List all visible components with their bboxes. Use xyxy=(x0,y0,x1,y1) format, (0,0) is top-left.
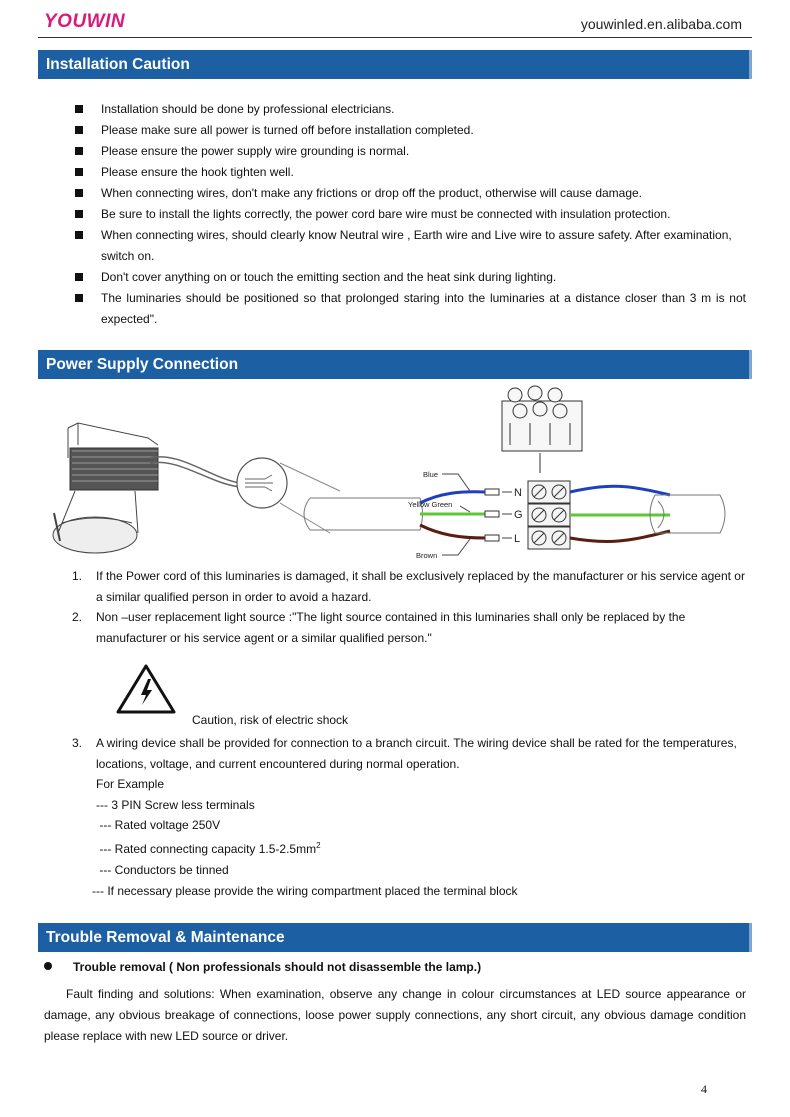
section-header-trouble: Trouble Removal & Maintenance xyxy=(38,923,752,952)
example-line: --- Conductors be tinned xyxy=(96,862,229,877)
item-text: Non –user replacement light source :"The light source contained in this luminaries shall only be replaced by the manufacturer or his service agent or a similar qualified person." xyxy=(96,610,686,645)
example-block xyxy=(92,774,518,901)
item-text: A wiring device shall be provided for connection to a branch circuit. The wiring device shall be rated for the temperatures, locations, voltage, and current encountered during normal operation. xyxy=(96,736,737,771)
list-item: Please ensure the power supply wire grounding is normal. xyxy=(74,141,746,162)
example-line: --- If necessary please provide the wiring compartment placed the terminal block xyxy=(92,883,518,898)
list-item: Installation should be done by professional electricians. xyxy=(74,99,746,120)
list-item xyxy=(72,566,748,607)
example-line: --- Rated voltage 250V xyxy=(96,818,221,833)
header-divider xyxy=(38,37,752,38)
terminal-g-label: G xyxy=(514,509,523,521)
terminal-block-top-view xyxy=(502,386,582,473)
list-item: When connecting wires, should clearly know Neutral wire , Earth wire and Live wire to assure safety. After examination, switch on. xyxy=(74,225,746,267)
item-number: 2. xyxy=(72,610,83,624)
electric-shock-warning-icon xyxy=(115,663,177,715)
list-item: Be sure to install the lights correctly, the power cord bare wire must be connected with insulation protection. xyxy=(74,204,746,225)
example-title: For Example xyxy=(96,777,165,791)
superscript: 2 xyxy=(316,841,321,851)
example-line: --- 3 PIN Screw less terminals xyxy=(96,797,255,812)
site-url: youwinled.en.alibaba.com xyxy=(580,16,742,32)
lamp-cable xyxy=(150,457,240,483)
example-line-text: --- Rated connecting capacity 1.5-2.5mm xyxy=(96,842,317,857)
installation-list xyxy=(74,99,746,330)
trouble-removal-title-text: Trouble removal ( Non professionals should not disassemble the lamp.) xyxy=(73,960,482,974)
list-item xyxy=(72,733,748,774)
list-item: Don't cover anything on or touch the emitting section and the heat sink during lighting. xyxy=(74,267,746,288)
list-item xyxy=(72,607,748,648)
section-header-power: Power Supply Connection xyxy=(38,350,752,379)
label-blue: Blue xyxy=(423,470,439,479)
item-number: 3. xyxy=(72,736,83,750)
power-list-continued xyxy=(72,733,748,774)
item-text: If the Power cord of this luminaries is damaged, it shall be exclusively replaced by the manufacturer or his service agent or a similar qualified person in order to avoid a hazard. xyxy=(96,569,745,604)
trouble-paragraph: Fault finding and solutions: When examination, observe any change in colour circumstances at LED source appearance or damage, any obvious breakage of connections, loose power supply connections, any short circuit, any obvious damage condition please replace with new LED source or driver. xyxy=(44,987,746,1043)
wiring-diagram xyxy=(40,383,750,566)
section-header-installation: Installation Caution xyxy=(38,50,752,79)
trouble-removal-title xyxy=(44,960,481,974)
brown-wire xyxy=(420,525,485,538)
power-list xyxy=(72,566,748,648)
label-brown: Brown xyxy=(416,551,438,560)
list-item: The luminaries should be positioned so that prolonged staring into the luminaries at a distance closer than 3 m is not expected". xyxy=(74,288,746,330)
terminal-l-label: L xyxy=(514,533,521,545)
list-item: When connecting wires, don't make any frictions or drop off the product, otherwise will cause damage. xyxy=(74,183,746,204)
list-item: Please ensure the hook tighten well. xyxy=(74,162,746,183)
caution-caption: Caution, risk of electric shock xyxy=(192,713,349,727)
brand-logo: YOUWIN xyxy=(44,11,126,32)
terminal-block xyxy=(528,481,570,549)
example-line xyxy=(96,836,518,860)
lamp-illustration xyxy=(53,423,158,553)
terminal-n-label: N xyxy=(514,487,522,499)
list-item: Please make sure all power is turned off before installation completed. xyxy=(74,120,746,141)
page-number: 4 xyxy=(701,1082,707,1096)
item-number: 1. xyxy=(72,569,83,583)
label-yellow-green: Yellow Green xyxy=(408,500,453,509)
